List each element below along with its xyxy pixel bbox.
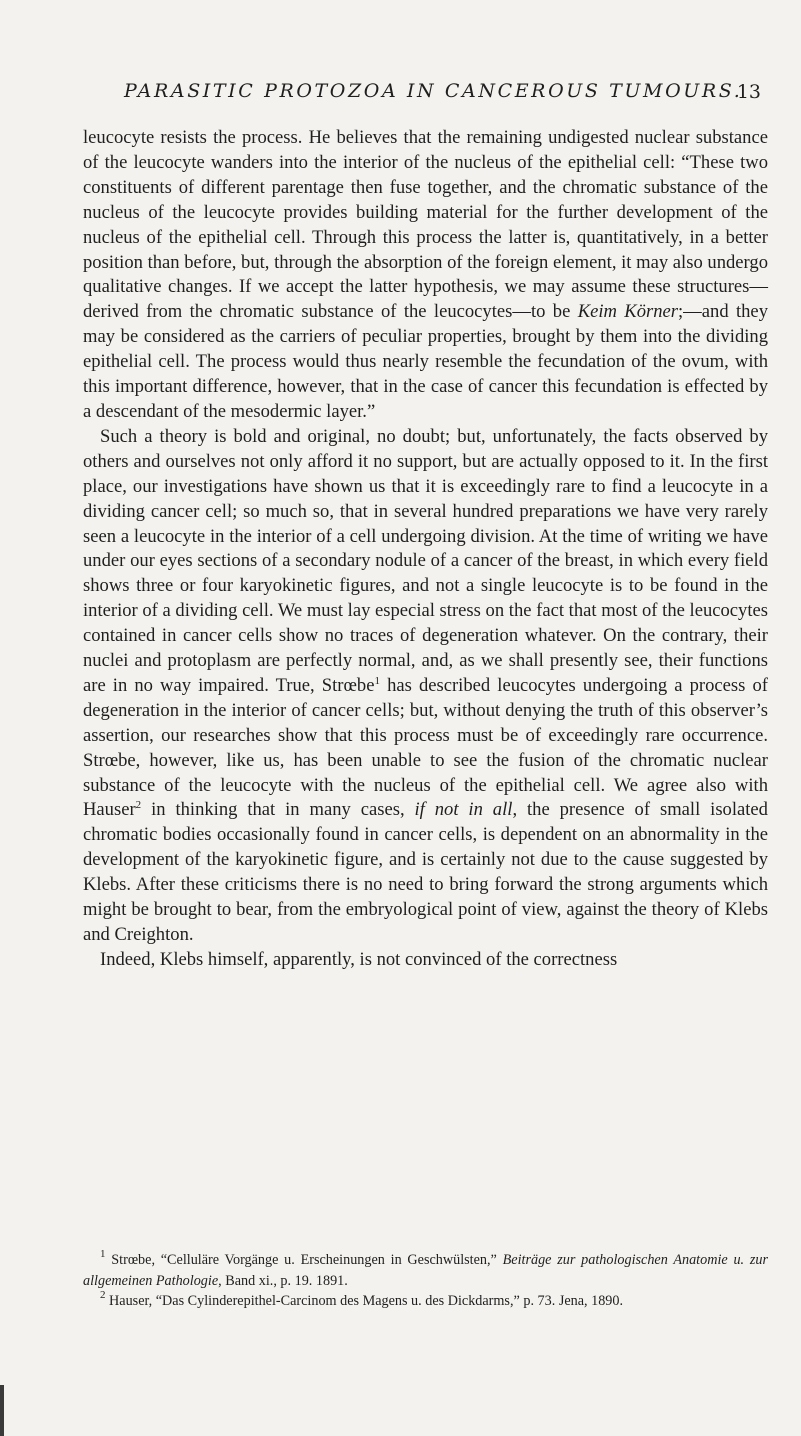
paragraph-3: Indeed, Klebs himself, apparently, is not convinced of the correctness	[100, 948, 618, 970]
footnote-2-text: Hauser, “Das Cylinderepithel-Carcinom des Magens u. des Dickdarms,” p. 73. Jena, 1890.	[105, 1293, 624, 1310]
footnote-2-number: 2	[100, 1289, 106, 1302]
footnote-1-italic: Beiträge zur pathologischen Anatomie u. zur allgemeinen Pathologie	[83, 1252, 768, 1289]
paragraph-1-italic: Keim Körner	[577, 301, 679, 323]
running-head	[0, 80, 801, 110]
footnote-1	[83, 1250, 768, 1291]
paragraph-2-text-b: has described leucocytes undergoing a process of degeneration in the interior of cancer cells; but, without denying the truth of this observer’s assertion, our researches show that this process must be of exceedingly rare occurrence. Strœbe, however, like us, has been unable to see the fusion of the chromatic nuclear substance of the leucocyte with the nucleus of the epithelial cell. We agree also with Hauser	[83, 674, 768, 821]
footnotes	[83, 1250, 768, 1312]
running-title: PARASITIC PROTOZOA IN CANCEROUS TUMOURS.	[124, 80, 743, 102]
paragraph-2	[83, 425, 768, 948]
page-number: 13	[736, 81, 761, 103]
footnote-1-text-b: , Band xi., p. 19. 1891.	[218, 1272, 348, 1289]
footnote-1-number: 1	[100, 1248, 106, 1260]
paragraph-1-text-b: ;—and they may be considered as the carriers of peculiar properties, brought by them into the dividing epithelial cell. The process would thus nearly resemble the fecundation of the ovum, with this important difference, however, that in the case of cancer this fecundation is effected by a descendant of the mesodermic layer.”	[83, 301, 768, 422]
paragraph-1	[83, 126, 768, 425]
paragraph-2-italic: if not in all	[414, 799, 513, 821]
paragraph-2-text-a: Such a theory is bold and original, no doubt; but, unfortunately, the facts observed by others and ourselves not only afford it no support, but are actually opposed to it. In the first place, our investigations have shown us that it is exceedingly rare to find a leucocyte in a dividing cancer cell; so much so, that in several hundred preparations we have very rarely seen a leucocyte in the interior of a cell undergoing division. At the time of writing we have under our eyes sections of a secondary nodule of a cancer of the breast, in which every field shows three or four karyokinetic figures, and not a single leucocyte is to be found in the interior of a dividing cell. We must lay especial stress on the fact that most of the leucocytes contained in cancer cells show no traces of degeneration whatever. On the contrary, their nuclei and protoplasm are perfectly normal, and, as we shall presently see, their functions are in no way impaired. True, Strœbe	[83, 425, 768, 696]
binding-edge-mark	[0, 1385, 4, 1436]
footnote-ref-2[interactable]: 2	[135, 799, 142, 812]
paragraph-1-text-a: leucocyte resists the process. He believes that the remaining undigested nuclear substance of the leucocyte wanders into the interior of the nucleus of the epithelial cell: “These two constituents of different parentage then fuse together, and the chromatic substance of the nucleus of the leucocyte provides building material for the further development of the nucleus of the epithelial cell. Through this process the latter is, quantitatively, in a better position than before, but, through the absorption of the foreign element, it may also undergo qualitative changes. If we accept the latter hypothesis, we may assume these structures—derived from the chromatic substance of the leucocytes—to be	[83, 127, 768, 323]
footnote-ref-1[interactable]: 1	[374, 674, 380, 687]
paragraph-2-text-c: in thinking that in many cases,	[141, 799, 415, 821]
footnote-2	[83, 1291, 768, 1312]
body-text	[83, 126, 768, 973]
footnote-1-text-a: Strœbe, “Celluläre Vorgänge u. Erscheinungen in Geschwülsten,”	[105, 1252, 503, 1268]
paragraph-2-text-d: , the presence of small isolated chromatic bodies occasionally found in cancer cells, is dependent on an abnormality in the development of the karyokinetic figure, and is certainly not due to the cause suggested by Klebs. After these criticisms there is no need to bring forward the strong arguments which might be brought to bear, from the embryological point of view, against the theory of Klebs and Creighton.	[83, 799, 768, 945]
